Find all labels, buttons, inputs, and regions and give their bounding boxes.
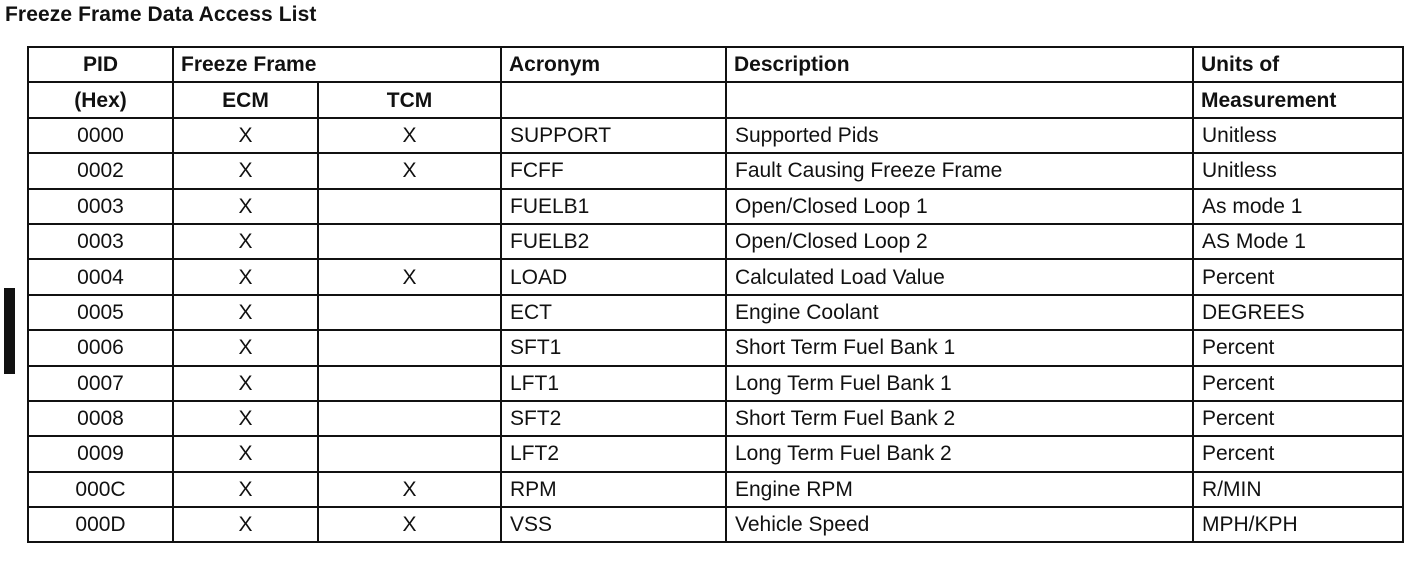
- cell-acronym: SFT2: [501, 401, 726, 436]
- header-description: Description: [726, 47, 1193, 82]
- cell-tcm: [318, 401, 501, 436]
- cell-units: Unitless: [1193, 118, 1403, 153]
- cell-pid: 0003: [28, 224, 173, 259]
- cell-ecm: X: [173, 153, 318, 188]
- cell-description: Engine Coolant: [726, 295, 1193, 330]
- cell-ecm: X: [173, 189, 318, 224]
- freeze-frame-table: [27, 46, 1404, 543]
- cell-units: Unitless: [1193, 153, 1403, 188]
- cell-units: R/MIN: [1193, 472, 1403, 507]
- cell-tcm: [318, 366, 501, 401]
- cell-tcm: [318, 189, 501, 224]
- cell-acronym: SUPPORT: [501, 118, 726, 153]
- margin-change-bar: [4, 288, 15, 374]
- cell-pid: 0004: [28, 259, 173, 294]
- table-row: [28, 401, 1403, 436]
- cell-description: Vehicle Speed: [726, 507, 1193, 542]
- cell-description: Open/Closed Loop 1: [726, 189, 1193, 224]
- cell-ecm: X: [173, 401, 318, 436]
- table-row: [28, 366, 1403, 401]
- cell-pid: 0009: [28, 436, 173, 471]
- cell-tcm: [318, 436, 501, 471]
- cell-tcm: X: [318, 118, 501, 153]
- table-row: [28, 189, 1403, 224]
- page-title: Freeze Frame Data Access List: [5, 3, 317, 26]
- cell-ecm: X: [173, 472, 318, 507]
- cell-pid: 0008: [28, 401, 173, 436]
- cell-units: Percent: [1193, 330, 1403, 365]
- header-units-line1: Units of: [1193, 47, 1403, 82]
- cell-acronym: FUELB2: [501, 224, 726, 259]
- cell-tcm: X: [318, 153, 501, 188]
- cell-ecm: X: [173, 507, 318, 542]
- cell-pid: 0005: [28, 295, 173, 330]
- cell-tcm: X: [318, 472, 501, 507]
- cell-pid: 0000: [28, 118, 173, 153]
- header-units-line2: Measurement: [1193, 82, 1403, 117]
- cell-pid: 0007: [28, 366, 173, 401]
- cell-pid: 000D: [28, 507, 173, 542]
- header-acronym: Acronym: [501, 47, 726, 82]
- cell-description: Short Term Fuel Bank 2: [726, 401, 1193, 436]
- table-header-row-1: [28, 47, 1403, 82]
- cell-acronym: VSS: [501, 507, 726, 542]
- cell-units: Percent: [1193, 366, 1403, 401]
- cell-units: MPH/KPH: [1193, 507, 1403, 542]
- cell-pid: 0006: [28, 330, 173, 365]
- cell-units: Percent: [1193, 401, 1403, 436]
- cell-description: Engine RPM: [726, 472, 1193, 507]
- cell-acronym: SFT1: [501, 330, 726, 365]
- cell-tcm: X: [318, 507, 501, 542]
- cell-units: Percent: [1193, 436, 1403, 471]
- cell-description: Fault Causing Freeze Frame: [726, 153, 1193, 188]
- header-acronym-blank: [501, 82, 726, 117]
- cell-acronym: FCFF: [501, 153, 726, 188]
- cell-units: DEGREES: [1193, 295, 1403, 330]
- cell-tcm: [318, 330, 501, 365]
- header-pid-hex: (Hex): [28, 82, 173, 117]
- cell-acronym: FUELB1: [501, 189, 726, 224]
- cell-units: Percent: [1193, 259, 1403, 294]
- cell-acronym: ECT: [501, 295, 726, 330]
- table-header-row-2: [28, 82, 1403, 117]
- table-row: [28, 224, 1403, 259]
- cell-description: Long Term Fuel Bank 2: [726, 436, 1193, 471]
- table-row: [28, 153, 1403, 188]
- header-tcm: TCM: [318, 82, 501, 117]
- cell-description: Supported Pids: [726, 118, 1193, 153]
- cell-tcm: X: [318, 259, 501, 294]
- cell-description: Calculated Load Value: [726, 259, 1193, 294]
- cell-acronym: LFT1: [501, 366, 726, 401]
- header-freeze-frame: Freeze Frame: [173, 47, 501, 82]
- cell-description: Open/Closed Loop 2: [726, 224, 1193, 259]
- cell-acronym: LOAD: [501, 259, 726, 294]
- cell-pid: 0002: [28, 153, 173, 188]
- cell-ecm: X: [173, 295, 318, 330]
- cell-description: Short Term Fuel Bank 1: [726, 330, 1193, 365]
- cell-pid: 000C: [28, 472, 173, 507]
- cell-ecm: X: [173, 436, 318, 471]
- cell-pid: 0003: [28, 189, 173, 224]
- cell-units: As mode 1: [1193, 189, 1403, 224]
- table-row: [28, 295, 1403, 330]
- cell-tcm: [318, 295, 501, 330]
- table-row: [28, 472, 1403, 507]
- cell-tcm: [318, 224, 501, 259]
- cell-ecm: X: [173, 366, 318, 401]
- header-ecm: ECM: [173, 82, 318, 117]
- table-row: [28, 259, 1403, 294]
- table-row: [28, 118, 1403, 153]
- table-row: [28, 436, 1403, 471]
- table-row: [28, 330, 1403, 365]
- header-pid: PID: [28, 47, 173, 82]
- table-row: [28, 507, 1403, 542]
- cell-ecm: X: [173, 118, 318, 153]
- cell-ecm: X: [173, 259, 318, 294]
- cell-ecm: X: [173, 224, 318, 259]
- header-description-blank: [726, 82, 1193, 117]
- cell-acronym: LFT2: [501, 436, 726, 471]
- cell-acronym: RPM: [501, 472, 726, 507]
- cell-units: AS Mode 1: [1193, 224, 1403, 259]
- cell-description: Long Term Fuel Bank 1: [726, 366, 1193, 401]
- cell-ecm: X: [173, 330, 318, 365]
